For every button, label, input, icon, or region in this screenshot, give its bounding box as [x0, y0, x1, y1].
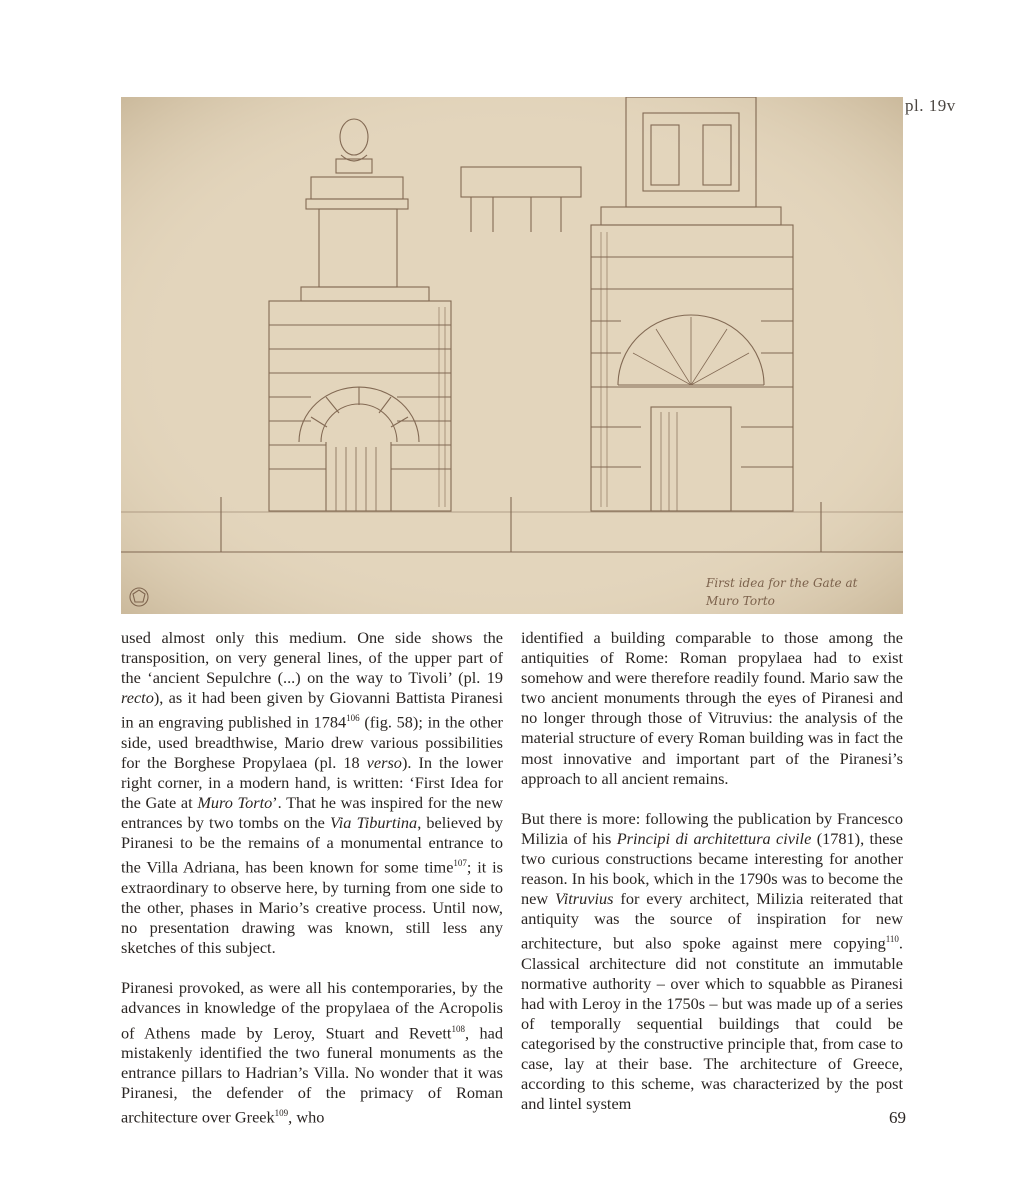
- footnote-107: 107: [453, 858, 467, 869]
- right-paragraph-2: But there is more: following the publication by Francesco Milizia of his Principi di architettura civile (1781), these two curious constructions became interesting for another reason. In his book, which in the 1790s was to become the new Vitruvius for every architect, Milizia reiterated that antiquity was the source of inspiration for new architecture, but also spoke against mere copying$^{110}$. Classical architecture did not constitute an immutable normative authority – over which to squabble as Piranesi had with Leroy in the 1750s – but was made up of a series of temporally sequential buildings that could be categorised by the constructive principle that, from case to case, lay at their base. The architecture of Greece, according to this scheme, was characterized by the post and lintel system: [521, 808, 903, 1114]
- right-paragraph-1: identified a building comparable to those among the antiquities of Rome: Roman propylaea had to exist somehow and were therefore readily found. Mario saw the two ancient monuments through the eyes of Piranesi and no longer through those of Vitruvius: the analysis of the material structure of every Roman building was in fact the most innovative and important part of the Piranesi’s approach to all ancient remains.: [521, 628, 903, 788]
- sketch-svg: [121, 97, 903, 614]
- right-column: [521, 628, 903, 1115]
- plate-label: pl. 19v: [905, 96, 956, 115]
- footnote-110: 110: [885, 934, 899, 945]
- drawing-inscription-1: First idea for the Gate at: [706, 576, 858, 590]
- footnote-108: 108: [451, 1023, 465, 1034]
- left-paragraph-1: used almost only this medium. One side shows the transposition, on very general lines, of the upper part of the ‘ancient Sepulchre (...) on the way to Tivoli’ (pl. 19 recto), as it had been given by Giovanni Battista Piranesi in an engraving published in 1784$^{106}$ (fig. 58); in the other side, used breadthwise, Mario drew various possibilities for the Borghese Propylaea (pl. 18 verso). In the lower right corner, in a modern hand, is written: ‘First Idea for the Gate at Muro Torto’. That he was inspired for the new entrances by two tombs on the Via Tiburtina, believed by Piranesi to be the remains of a monumental entrance to the Villa Adriana, has been known for some time$^{107}$; it is extraordinary to observe here, by turning from one side to the other, phases in Mario’s creative process. Until now, no presentation drawing was known, still less any sketches of this subject.: [121, 628, 503, 958]
- page-number: 69: [889, 1108, 906, 1127]
- drawing-inscription-2: Muro Torto: [706, 594, 775, 608]
- footnote-109: 109: [274, 1108, 289, 1119]
- left-column: [121, 628, 503, 1128]
- sketch-drawing: [121, 97, 903, 614]
- left-paragraph-2: Piranesi provoked, as were all his contemporaries, by the advances in knowledge of the propylaea of the Acropolis of Athens made by Leroy, Stuart and Revett$^{108}$, had mistakenly identified the two funeral monuments as the entrance pillars to Hadrian’s Villa. No wonder that it was Piranesi, the defender of the primacy of Roman architecture over Greek$^{109}$, who: [121, 978, 503, 1127]
- footnote-106: 106: [346, 713, 360, 724]
